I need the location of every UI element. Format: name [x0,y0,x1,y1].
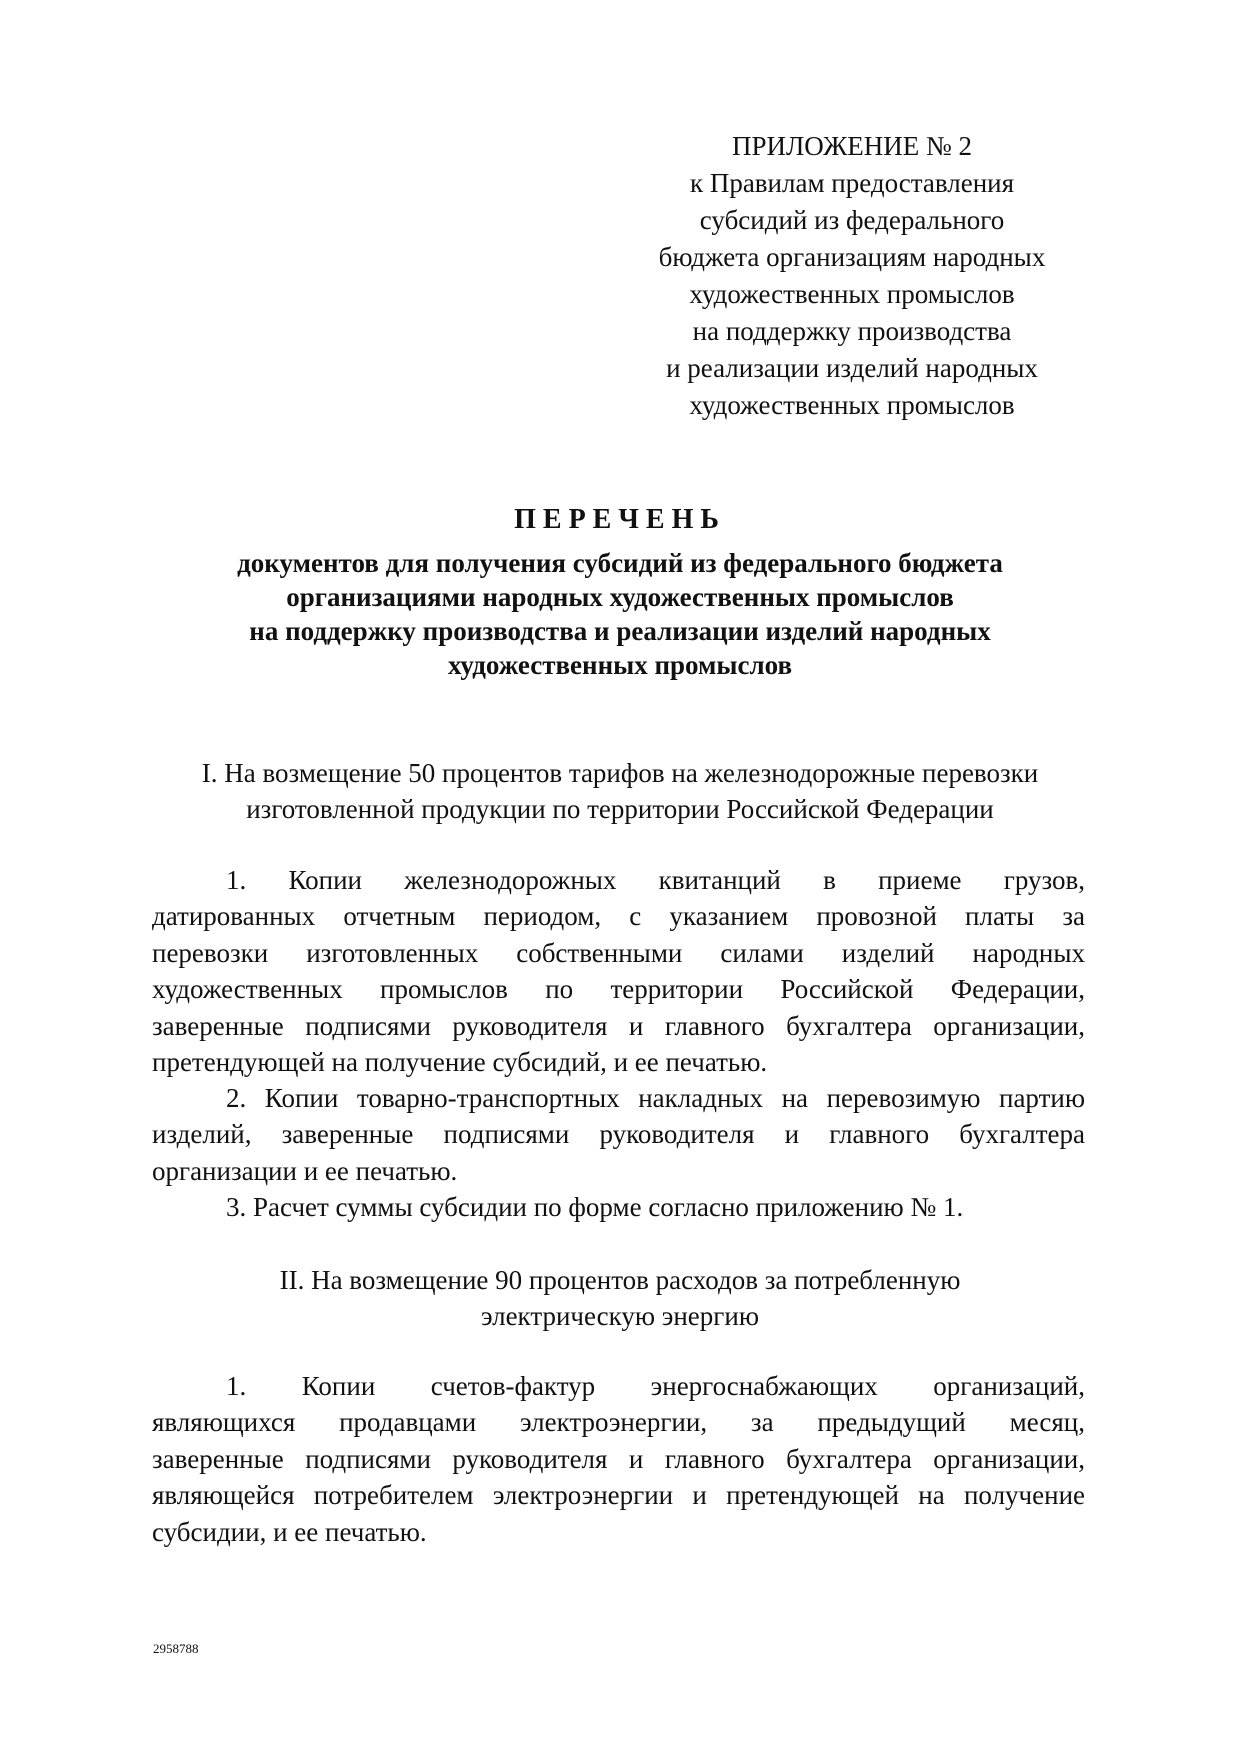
section-1-item-1 [152,862,1085,1080]
paragraph-line: художественных промыслов по территории Российской Федерации, [152,974,1085,1005]
subtitle-line: организациями народных художественных промыслов [286,582,954,612]
paragraph-line: датированных отчетным периодом, с указанием провозной платы за [152,901,1085,932]
appendix-line: художественных промыслов [689,279,1015,309]
paragraph-line: организации и ее печатью. [152,1155,458,1186]
document-title: ПЕРЕЧЕНЬ [514,504,726,535]
subtitle-line: документов для получения субсидий из федерального бюджета [237,548,1003,578]
paragraph-line: являющихся продавцами электроэнергии, за предыдущий месяц, [152,1407,1085,1438]
section-1-heading [150,755,1090,827]
section-1-item-3 [152,1189,1085,1225]
appendix-line: на поддержку производства [692,316,1012,346]
appendix-line: бюджета организациям народных [658,242,1046,272]
appendix-line: художественных промыслов [689,390,1015,420]
paragraph-line: заверенные подписями руководителя и главного бухгалтера организации, [152,1010,1085,1041]
appendix-line: и реализации изделий народных [666,353,1038,383]
subtitle-line: на поддержку производства и реализации изделий народных [249,616,991,646]
paragraph-line: 2. Копии товарно-транспортных накладных на перевозимую партию [226,1083,1085,1113]
paragraph-line: являющейся потребителем электроэнергии и претендующей на получение [152,1480,1085,1511]
document-number: 2958788 [153,1641,199,1656]
section-heading-line: электрическую энергию [481,1301,759,1331]
paragraph-line: 1. Копии железнодорожных квитанций в приеме грузов, [226,865,1085,895]
subtitle-line: художественных промыслов [447,650,793,680]
paragraph-line: перевозки изготовленных собственными силами изделий народных [152,937,1085,968]
section-heading-line: изготовленной продукции по территории Российской Федерации [246,794,994,824]
paragraph-line: заверенные подписями руководителя и главного бухгалтера организации, [152,1443,1085,1474]
document-subtitle [150,546,1090,682]
section-2-heading [150,1262,1090,1334]
paragraph-line: претендующей на получение субсидий, и ее печатью. [152,1046,768,1077]
appendix-line: субсидий из федерального [699,205,1005,235]
appendix-line: к Правилам предоставления [689,168,1015,198]
section-heading-line: II. На возмещение 90 процентов расходов за потребленную [279,1265,961,1295]
appendix-header [622,128,1082,424]
paragraph-line: изделий, заверенные подписями руководителя и главного бухгалтера [152,1119,1085,1150]
appendix-line: ПРИЛОЖЕНИЕ № 2 [731,131,973,161]
section-1-item-2 [152,1080,1085,1189]
section-2-item-1 [152,1368,1085,1550]
paragraph-line: 3. Расчет суммы субсидии по форме согласно приложению № 1. [226,1192,964,1222]
paragraph-line: 1. Копии счетов-фактур энергоснабжающих организаций, [226,1371,1085,1401]
paragraph-line: субсидии, и ее печатью. [152,1516,427,1547]
section-heading-line: I. На возмещение 50 процентов тарифов на железнодорожные перевозки [201,758,1039,788]
